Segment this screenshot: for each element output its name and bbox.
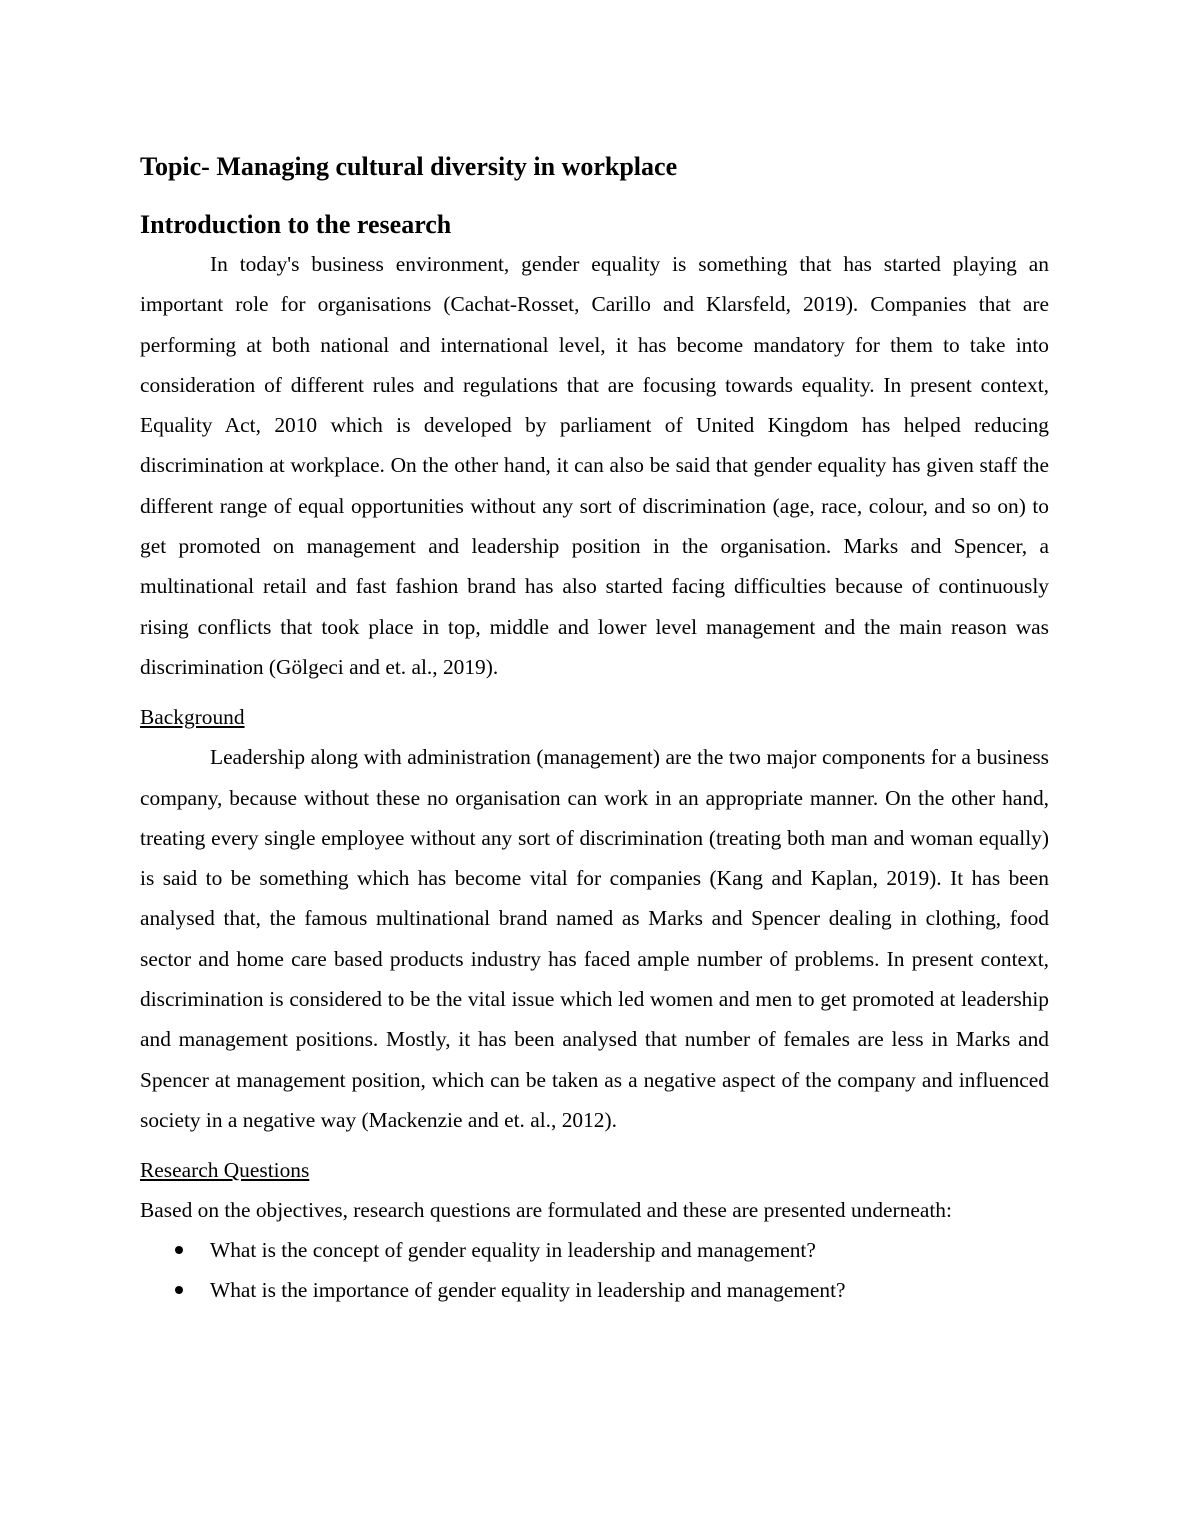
background-paragraph: Leadership along with administration (management) are the two major components for a business company, because without these no organisation can work in an appropriate manner. On the other hand, treating every single employee without any sort of discrimination (treating both man and woman equally) is said to be something which has become vital for companies (Kang and Kaplan, 2019). It has been analysed that, the famous multinational brand named as Marks and Spencer dealing in clothing, food sector and home care based products industry has faced ample number of problems. In present context, discrimination is considered to be the vital issue which led women and men to get promoted at leadership and management positions. Mostly, it has been analysed that number of females are less in Marks and Spencer at management position, which can be taken as a negative aspect of the company and influenced society in a negative way (Mackenzie and et. al., 2012).: [140, 745, 1049, 1132]
intro-heading: Introduction to the research: [140, 210, 452, 239]
list-item: [140, 1270, 1049, 1310]
research-questions-list: [140, 1230, 1049, 1310]
research-questions-intro: Based on the objectives, research questions are formulated and these are presented underneath:: [140, 1198, 952, 1223]
bullet-icon: [175, 1286, 183, 1294]
list-item-text: What is the importance of gender equality in leadership and management?: [210, 1278, 846, 1303]
document-page: [140, 148, 1049, 1310]
list-item: [140, 1230, 1049, 1270]
research-questions-heading: Research Questions: [140, 1158, 310, 1183]
intro-paragraph: In today's business environment, gender equality is something that has started playing an important role for organisations (Cachat-Rosset, Carillo and Klarsfeld, 2019). Companies that are performing at both national and international level, it has become mandatory for them to take into consideration of different rules and regulations that are focusing towards equality. In present context, Equality Act, 2010 which is developed by parliament of United Kingdom has helped reducing discrimination at workplace. On the other hand, it can also be said that gender equality has given staff the different range of equal opportunities without any sort of discrimination (age, race, colour, and so on) to get promoted on management and leadership position in the organisation. Marks and Spencer, a multinational retail and fast fashion brand has also started facing difficulties because of continuously rising conflicts that took place in top, middle and lower level management and the main reason was discrimination (Gölgeci and et. al., 2019).: [140, 252, 1049, 679]
bullet-icon: [175, 1246, 183, 1254]
background-heading: Background: [140, 705, 245, 730]
topic-heading: Topic- Managing cultural diversity in workplace: [140, 152, 678, 181]
list-item-text: What is the concept of gender equality in leadership and management?: [210, 1238, 816, 1263]
